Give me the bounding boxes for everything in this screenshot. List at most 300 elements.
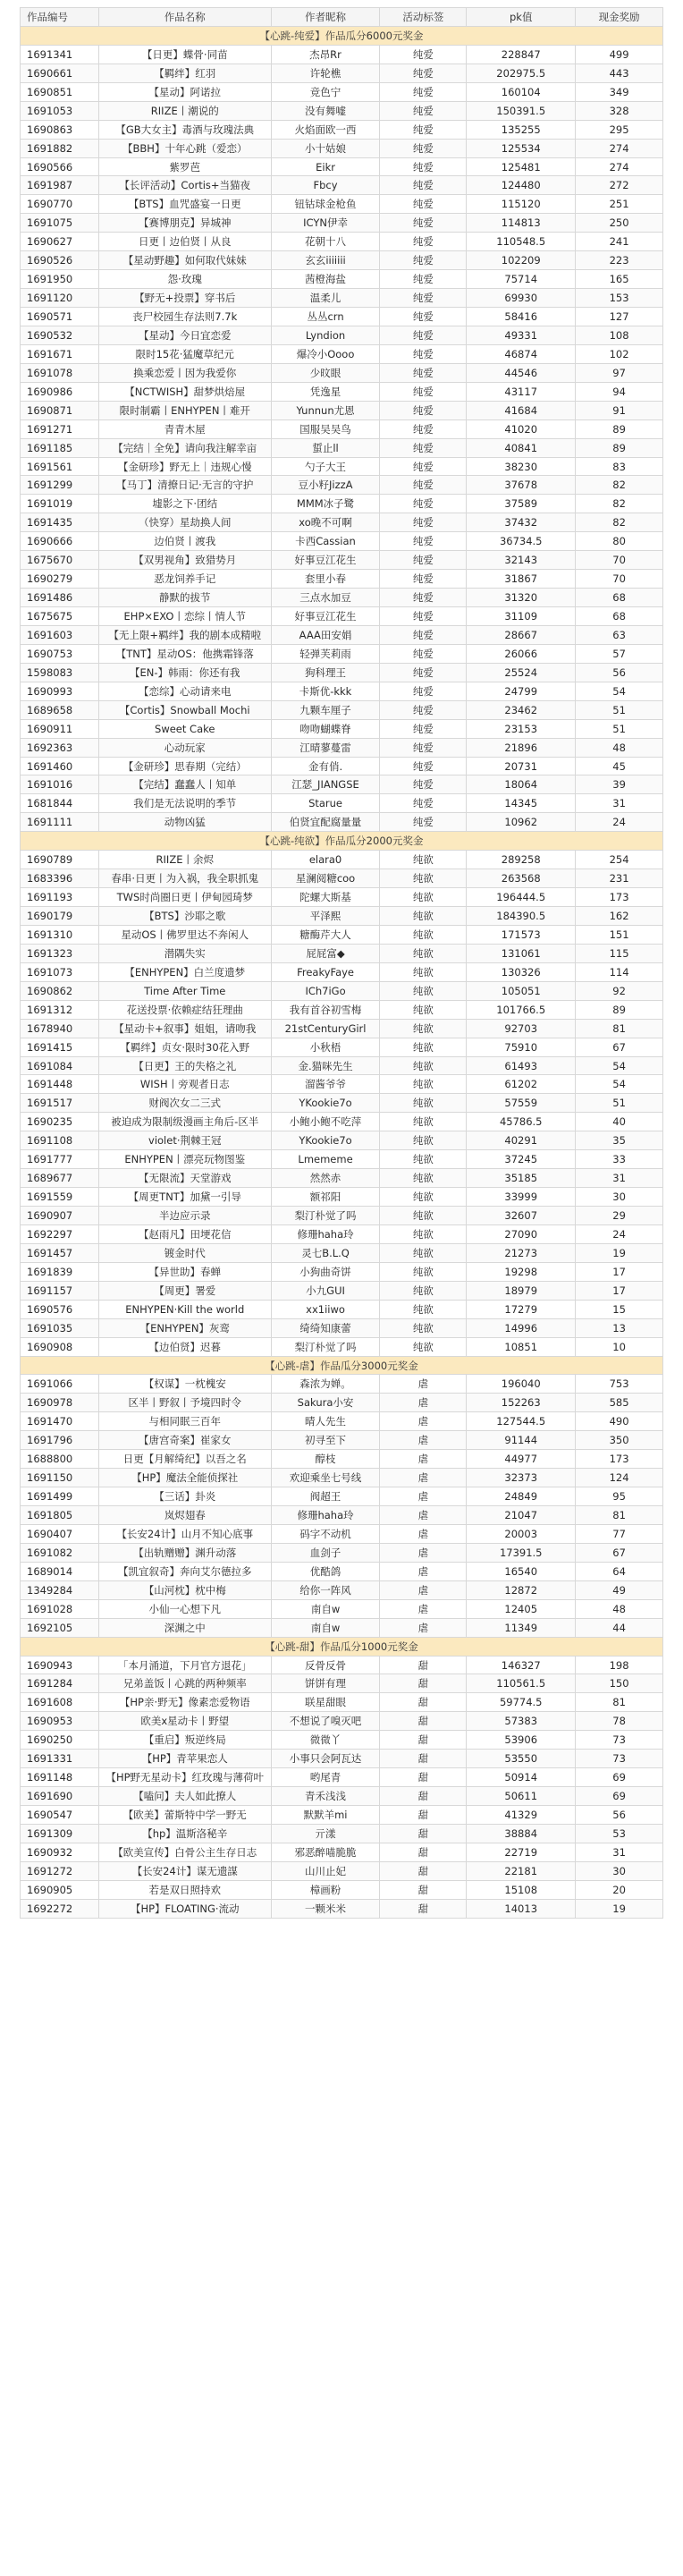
- cell-tag: 纯欲: [380, 926, 467, 944]
- cell-author: 卡斯优-kkk: [272, 682, 381, 700]
- cell-title: 星动OS丨佛罗里达不奔闲人: [99, 926, 272, 944]
- cell-cash: 82: [576, 495, 663, 513]
- cell-title: 静默的拔节: [99, 589, 272, 606]
- cell-author: YKookie7o: [272, 1131, 381, 1149]
- cell-cash: 35: [576, 1131, 663, 1149]
- cell-author: 码字不动机: [272, 1525, 381, 1543]
- cell-author: 联星甜眼: [272, 1693, 381, 1711]
- cell-title: 镀金时代: [99, 1244, 272, 1262]
- cell-id: 1691460: [21, 758, 99, 775]
- cell-cash: 69: [576, 1768, 663, 1786]
- cell-title: 【双男视角】致猎势月: [99, 551, 272, 569]
- cell-author: 绮绮知康蕾: [272, 1319, 381, 1337]
- cell-author: Eikr: [272, 158, 381, 176]
- cell-author: 卡西Cassian: [272, 532, 381, 550]
- cell-id: 1690532: [21, 326, 99, 344]
- cell-title: 【山河枕】枕中梅: [99, 1581, 272, 1599]
- section-header: [21, 1638, 663, 1657]
- cell-tag: 纯欲: [380, 963, 467, 981]
- cell-pk: 59774.5: [467, 1693, 576, 1711]
- cell-cash: 499: [576, 46, 663, 64]
- cell-author: 反骨反骨: [272, 1657, 381, 1674]
- cell-author: 狗科理王: [272, 664, 381, 682]
- table-row: [21, 1075, 663, 1094]
- table-row: [21, 308, 663, 326]
- cell-pk: 27090: [467, 1225, 576, 1243]
- cell-author: 南自w: [272, 1600, 381, 1618]
- cell-title: 【BTS】血咒盛宴一日更: [99, 195, 272, 213]
- cell-title: 青青木屋: [99, 420, 272, 438]
- cell-pk: 110561.5: [467, 1674, 576, 1692]
- cell-cash: 63: [576, 626, 663, 644]
- cell-cash: 53: [576, 1825, 663, 1843]
- table-row: [21, 963, 663, 982]
- cell-id: 1690863: [21, 121, 99, 139]
- cell-tag: 虐: [380, 1375, 467, 1393]
- cell-pk: 44546: [467, 364, 576, 382]
- header-title: 作品名称: [99, 8, 272, 26]
- cell-pk: 17279: [467, 1301, 576, 1318]
- cell-tag: 甜: [380, 1768, 467, 1786]
- cell-tag: 纯爱: [380, 289, 467, 307]
- cell-id: 1691796: [21, 1431, 99, 1449]
- cell-title: 【长评活动】Cortis+当猫夜: [99, 176, 272, 194]
- cell-cash: 162: [576, 907, 663, 925]
- cell-author: 哟尾青: [272, 1768, 381, 1786]
- cell-id: 1690907: [21, 1207, 99, 1224]
- cell-title: 【TNT】星动OS：他携霜锋落: [99, 645, 272, 663]
- cell-id: 1691299: [21, 476, 99, 494]
- cell-tag: 纯爱: [380, 176, 467, 194]
- cell-id: 1691310: [21, 926, 99, 944]
- cell-author: 好事豆江花生: [272, 607, 381, 625]
- cell-cash: 94: [576, 383, 663, 401]
- cell-tag: 虐: [380, 1412, 467, 1430]
- cell-author: 欢迎乘坐七号线: [272, 1469, 381, 1487]
- cell-pk: 289258: [467, 851, 576, 869]
- cell-pk: 110548.5: [467, 233, 576, 250]
- table-row: [21, 1544, 663, 1563]
- header-author: 作者昵称: [272, 8, 381, 26]
- cell-id: 1690911: [21, 720, 99, 738]
- table-row: [21, 140, 663, 158]
- table-row: [21, 1450, 663, 1469]
- cell-pk: 75714: [467, 270, 576, 288]
- cell-author: 糖酶芹大人: [272, 926, 381, 944]
- cell-pk: 135255: [467, 121, 576, 139]
- cell-author: 爆冷小Oooo: [272, 345, 381, 363]
- section-title: 【心跳-甜】作品瓜分1000元奖金: [21, 1638, 663, 1656]
- cell-cash: 64: [576, 1563, 663, 1580]
- cell-pk: 69930: [467, 289, 576, 307]
- cell-tag: 纯爱: [380, 626, 467, 644]
- cell-id: 1691309: [21, 1825, 99, 1843]
- table-row: [21, 664, 663, 682]
- cell-tag: 纯爱: [380, 251, 467, 269]
- cell-cash: 81: [576, 1506, 663, 1524]
- cell-title: 花送投票·依赖症结狂理曲: [99, 1001, 272, 1019]
- cell-author: 轻弹芙莉雨: [272, 645, 381, 663]
- cell-id: 1691312: [21, 1001, 99, 1019]
- cell-cash: 54: [576, 1057, 663, 1075]
- table-body: [21, 27, 663, 1919]
- cell-pk: 32607: [467, 1207, 576, 1224]
- cell-title: 【羁绊】贞女·限时30花入野: [99, 1038, 272, 1056]
- cell-cash: 20: [576, 1881, 663, 1899]
- table-row: [21, 607, 663, 626]
- cell-pk: 75910: [467, 1038, 576, 1056]
- cell-tag: 纯爱: [380, 551, 467, 569]
- cell-pk: 20731: [467, 758, 576, 775]
- cell-title: 【出轨赠赠】渊升动落: [99, 1544, 272, 1562]
- cell-tag: 纯欲: [380, 869, 467, 887]
- cell-id: 1691987: [21, 176, 99, 194]
- cell-pk: 19298: [467, 1263, 576, 1281]
- table-row: [21, 1657, 663, 1675]
- header-tag: 活动标签: [380, 8, 467, 26]
- cell-author: 醇枝: [272, 1450, 381, 1468]
- cell-cash: 10: [576, 1338, 663, 1356]
- cell-author: 九颗车厘子: [272, 701, 381, 719]
- results-table: [20, 7, 663, 1919]
- cell-cash: 40: [576, 1113, 663, 1131]
- cell-cash: 82: [576, 476, 663, 494]
- cell-author: Yunnun尤恩: [272, 402, 381, 419]
- cell-pk: 24849: [467, 1487, 576, 1505]
- cell-title: 「本月涌道，下月官方退花」: [99, 1657, 272, 1674]
- cell-author: 默默羊mi: [272, 1806, 381, 1824]
- cell-cash: 83: [576, 458, 663, 476]
- cell-id: 1690250: [21, 1731, 99, 1749]
- cell-author: 凭逸星: [272, 383, 381, 401]
- cell-cash: 31: [576, 1843, 663, 1861]
- cell-author: 额祁阳: [272, 1188, 381, 1206]
- cell-cash: 272: [576, 176, 663, 194]
- table-row: [21, 1094, 663, 1113]
- cell-id: 1690978: [21, 1394, 99, 1411]
- cell-author: 少旼眼: [272, 364, 381, 382]
- cell-author: 青禾浅浅: [272, 1787, 381, 1805]
- cell-id: 1691559: [21, 1188, 99, 1206]
- cell-cash: 24: [576, 1225, 663, 1243]
- cell-id: 1692105: [21, 1619, 99, 1637]
- section-title: 【心跳-虐】作品瓜分3000元奖金: [21, 1357, 663, 1375]
- cell-pk: 11349: [467, 1619, 576, 1637]
- cell-title: 潜隅失实: [99, 945, 272, 962]
- cell-pk: 20003: [467, 1525, 576, 1543]
- cell-author: 阀超王: [272, 1487, 381, 1505]
- cell-author: 花朝十八: [272, 233, 381, 250]
- cell-pk: 24799: [467, 682, 576, 700]
- cell-title: 【ENHYPEN】白兰度遗梦: [99, 963, 272, 981]
- cell-id: 1691073: [21, 963, 99, 981]
- cell-cash: 69: [576, 1787, 663, 1805]
- cell-tag: 纯爱: [380, 420, 467, 438]
- cell-author: 套里小春: [272, 570, 381, 588]
- cell-title: 日更丨边伯贤丨从良: [99, 233, 272, 250]
- cell-author: 火焰面欧一西: [272, 121, 381, 139]
- cell-pk: 14996: [467, 1319, 576, 1337]
- cell-tag: 纯爱: [380, 158, 467, 176]
- cell-title: 我们是无法说明的季节: [99, 794, 272, 812]
- cell-title: 【HP亲·野无】像素恋爱物语: [99, 1693, 272, 1711]
- cell-pk: 31109: [467, 607, 576, 625]
- cell-author: Starue: [272, 794, 381, 812]
- cell-author: 小狗曲奇饼: [272, 1263, 381, 1281]
- table-row: [21, 1225, 663, 1244]
- cell-author: 星澜阅糖coo: [272, 869, 381, 887]
- cell-author: elara0: [272, 851, 381, 869]
- cell-tag: 纯爱: [380, 383, 467, 401]
- cell-title: 深渊之中: [99, 1619, 272, 1637]
- cell-cash: 68: [576, 589, 663, 606]
- cell-title: 【三话】卦炎: [99, 1487, 272, 1505]
- cell-tag: 虐: [380, 1581, 467, 1599]
- cell-id: 1683396: [21, 869, 99, 887]
- cell-id: 1691882: [21, 140, 99, 157]
- cell-pk: 263568: [467, 869, 576, 887]
- cell-id: 1688800: [21, 1450, 99, 1468]
- cell-title: 限时15花·猛魔草纪元: [99, 345, 272, 363]
- cell-cash: 127: [576, 308, 663, 326]
- cell-tag: 纯爱: [380, 270, 467, 288]
- cell-pk: 23153: [467, 720, 576, 738]
- cell-author: 竞色宁: [272, 83, 381, 101]
- cell-tag: 纯欲: [380, 982, 467, 1000]
- cell-id: 1689677: [21, 1169, 99, 1187]
- cell-author: 平泽熙: [272, 907, 381, 925]
- cell-tag: 纯爱: [380, 758, 467, 775]
- cell-author: 樟画粉: [272, 1881, 381, 1899]
- cell-pk: 33999: [467, 1188, 576, 1206]
- cell-pk: 45786.5: [467, 1113, 576, 1131]
- cell-id: 1691053: [21, 102, 99, 120]
- cell-tag: 甜: [380, 1712, 467, 1730]
- cell-id: 1690547: [21, 1806, 99, 1824]
- cell-title: 【长安24计】谋无遗謀: [99, 1862, 272, 1880]
- cell-tag: 纯欲: [380, 1094, 467, 1112]
- table-row: [21, 775, 663, 794]
- cell-tag: 纯欲: [380, 1188, 467, 1206]
- cell-id: 1691671: [21, 345, 99, 363]
- cell-title: 【HP野无星动卡】红玫瑰与薄荷叶: [99, 1768, 272, 1786]
- table-row: [21, 1394, 663, 1412]
- table-row: [21, 326, 663, 345]
- cell-pk: 12405: [467, 1600, 576, 1618]
- cell-title: 【羁绊】红羽: [99, 64, 272, 82]
- cell-cash: 70: [576, 570, 663, 588]
- cell-tag: 虐: [380, 1487, 467, 1505]
- table-row: [21, 402, 663, 420]
- cell-cash: 51: [576, 720, 663, 738]
- cell-pk: 31867: [467, 570, 576, 588]
- cell-author: 没有舞嘘: [272, 102, 381, 120]
- cell-pk: 40841: [467, 439, 576, 457]
- cell-id: 1690953: [21, 1712, 99, 1730]
- cell-id: 1691603: [21, 626, 99, 644]
- cell-pk: 115120: [467, 195, 576, 213]
- table-row: [21, 364, 663, 383]
- cell-cash: 56: [576, 1806, 663, 1824]
- table-row: [21, 1487, 663, 1506]
- cell-title: （快穿）星劫换人间: [99, 513, 272, 531]
- cell-author: 晴人先生: [272, 1412, 381, 1430]
- cell-author: 小事只会阿瓦达: [272, 1750, 381, 1767]
- cell-id: 1690932: [21, 1843, 99, 1861]
- cell-id: 1690862: [21, 982, 99, 1000]
- cell-author: 江瑟_JIANGSE: [272, 775, 381, 793]
- cell-title: 【星动】阿诺拉: [99, 83, 272, 101]
- cell-cash: 251: [576, 195, 663, 213]
- table-row: [21, 1244, 663, 1263]
- cell-pk: 25524: [467, 664, 576, 682]
- cell-id: 1690571: [21, 308, 99, 326]
- cell-tag: 纯爱: [380, 439, 467, 457]
- table-row: [21, 420, 663, 439]
- table-row: [21, 1301, 663, 1319]
- cell-id: 1690905: [21, 1881, 99, 1899]
- cell-cash: 29: [576, 1207, 663, 1224]
- table-row: [21, 1581, 663, 1600]
- cell-cash: 13: [576, 1319, 663, 1337]
- cell-title: 【赵雨凡】田埂花信: [99, 1225, 272, 1243]
- cell-pk: 37678: [467, 476, 576, 494]
- cell-title: 【周更TNT】加黛一引导: [99, 1188, 272, 1206]
- cell-id: 1689014: [21, 1563, 99, 1580]
- cell-title: 【金研珍】思春期（完结）: [99, 758, 272, 775]
- cell-title: Sweet Cake: [99, 720, 272, 738]
- cell-tag: 虐: [380, 1469, 467, 1487]
- cell-id: 1690986: [21, 383, 99, 401]
- table-row: [21, 532, 663, 551]
- cell-pk: 21273: [467, 1244, 576, 1262]
- cell-title: 若是双日照持欢: [99, 1881, 272, 1899]
- cell-tag: 虐: [380, 1563, 467, 1580]
- table-row: [21, 682, 663, 701]
- cell-title: 心动玩家: [99, 739, 272, 757]
- table-row: [21, 758, 663, 776]
- cell-title: 兄弟盖饭丨心跳的两种频率: [99, 1674, 272, 1692]
- cell-id: 1691777: [21, 1150, 99, 1168]
- cell-pk: 202975.5: [467, 64, 576, 82]
- cell-id: 1691078: [21, 364, 99, 382]
- cell-id: 1691457: [21, 1244, 99, 1262]
- cell-title: EHP×EXO丨恋综丨情人节: [99, 607, 272, 625]
- cell-title: 【HP】青苹果恋人: [99, 1750, 272, 1767]
- cell-author: AAA田安娟: [272, 626, 381, 644]
- cell-cash: 33: [576, 1150, 663, 1168]
- table-row: [21, 1169, 663, 1188]
- cell-id: 1691066: [21, 1375, 99, 1393]
- cell-title: 丧尸校园生存法则7.7k: [99, 308, 272, 326]
- cell-tag: 甜: [380, 1674, 467, 1692]
- cell-id: 1691150: [21, 1469, 99, 1487]
- cell-title: 【星动野趣】如何取代妹妹: [99, 251, 272, 269]
- cell-id: 1689658: [21, 701, 99, 719]
- cell-cash: 54: [576, 682, 663, 700]
- cell-tag: 纯欲: [380, 1263, 467, 1281]
- cell-title: 【野无+投票】穿书后: [99, 289, 272, 307]
- cell-pk: 92703: [467, 1020, 576, 1038]
- table-row: [21, 1207, 663, 1225]
- section-header: [21, 1357, 663, 1376]
- cell-pk: 26066: [467, 645, 576, 663]
- cell-title: Time After Time: [99, 982, 272, 1000]
- cell-tag: 纯爱: [380, 701, 467, 719]
- cell-cash: 45: [576, 758, 663, 775]
- cell-id: 1691805: [21, 1506, 99, 1524]
- cell-title: 春串·日更丨为入祸，我全职抓鬼: [99, 869, 272, 887]
- cell-pk: 152263: [467, 1394, 576, 1411]
- cell-title: 【马丁】清撩日记·无言的守护: [99, 476, 272, 494]
- cell-id: 1690279: [21, 570, 99, 588]
- cell-tag: 甜: [380, 1825, 467, 1843]
- cell-cash: 241: [576, 233, 663, 250]
- cell-tag: 纯欲: [380, 1244, 467, 1262]
- cell-cash: 254: [576, 851, 663, 869]
- cell-title: 【hp】温斯洛秘辛: [99, 1825, 272, 1843]
- cell-pk: 17391.5: [467, 1544, 576, 1562]
- cell-id: 1675670: [21, 551, 99, 569]
- cell-title: 欧美x星动卡丨野望: [99, 1712, 272, 1730]
- table-row: [21, 158, 663, 177]
- cell-title: RIIZE丨余烬: [99, 851, 272, 869]
- cell-id: 1691084: [21, 1057, 99, 1075]
- cell-tag: 纯欲: [380, 1113, 467, 1131]
- cell-cash: 173: [576, 1450, 663, 1468]
- cell-author: 小秋梧: [272, 1038, 381, 1056]
- cell-tag: 甜: [380, 1900, 467, 1918]
- cell-cash: 78: [576, 1712, 663, 1730]
- cell-tag: 纯爱: [380, 121, 467, 139]
- table-row: [21, 439, 663, 458]
- cell-pk: 125534: [467, 140, 576, 157]
- cell-tag: 纯欲: [380, 1001, 467, 1019]
- cell-tag: 甜: [380, 1731, 467, 1749]
- cell-id: 1691950: [21, 270, 99, 288]
- cell-cash: 295: [576, 121, 663, 139]
- cell-pk: 28667: [467, 626, 576, 644]
- cell-pk: 57383: [467, 1712, 576, 1730]
- cell-pk: 32143: [467, 551, 576, 569]
- table-row: [21, 1787, 663, 1806]
- cell-tag: 虐: [380, 1544, 467, 1562]
- table-row: [21, 1001, 663, 1020]
- cell-author: 亓漾: [272, 1825, 381, 1843]
- cell-pk: 196444.5: [467, 888, 576, 906]
- cell-id: 1691148: [21, 1768, 99, 1786]
- cell-pk: 35185: [467, 1169, 576, 1187]
- cell-cash: 165: [576, 270, 663, 288]
- cell-id: 1691561: [21, 458, 99, 476]
- cell-author: 杰昂Rr: [272, 46, 381, 64]
- cell-tag: 纯欲: [380, 1150, 467, 1168]
- cell-cash: 350: [576, 1431, 663, 1449]
- cell-author: 邪恶醉喵脆脆: [272, 1843, 381, 1861]
- cell-cash: 108: [576, 326, 663, 344]
- cell-author: ICYN伊幸: [272, 214, 381, 232]
- cell-cash: 89: [576, 439, 663, 457]
- cell-id: 1692297: [21, 1225, 99, 1243]
- cell-id: 1690627: [21, 233, 99, 250]
- cell-id: 1598083: [21, 664, 99, 682]
- cell-pk: 124480: [467, 176, 576, 194]
- cell-pk: 16540: [467, 1563, 576, 1580]
- cell-pk: 127544.5: [467, 1412, 576, 1430]
- cell-pk: 50914: [467, 1768, 576, 1786]
- cell-id: 1691839: [21, 1263, 99, 1281]
- cell-id: 1691016: [21, 775, 99, 793]
